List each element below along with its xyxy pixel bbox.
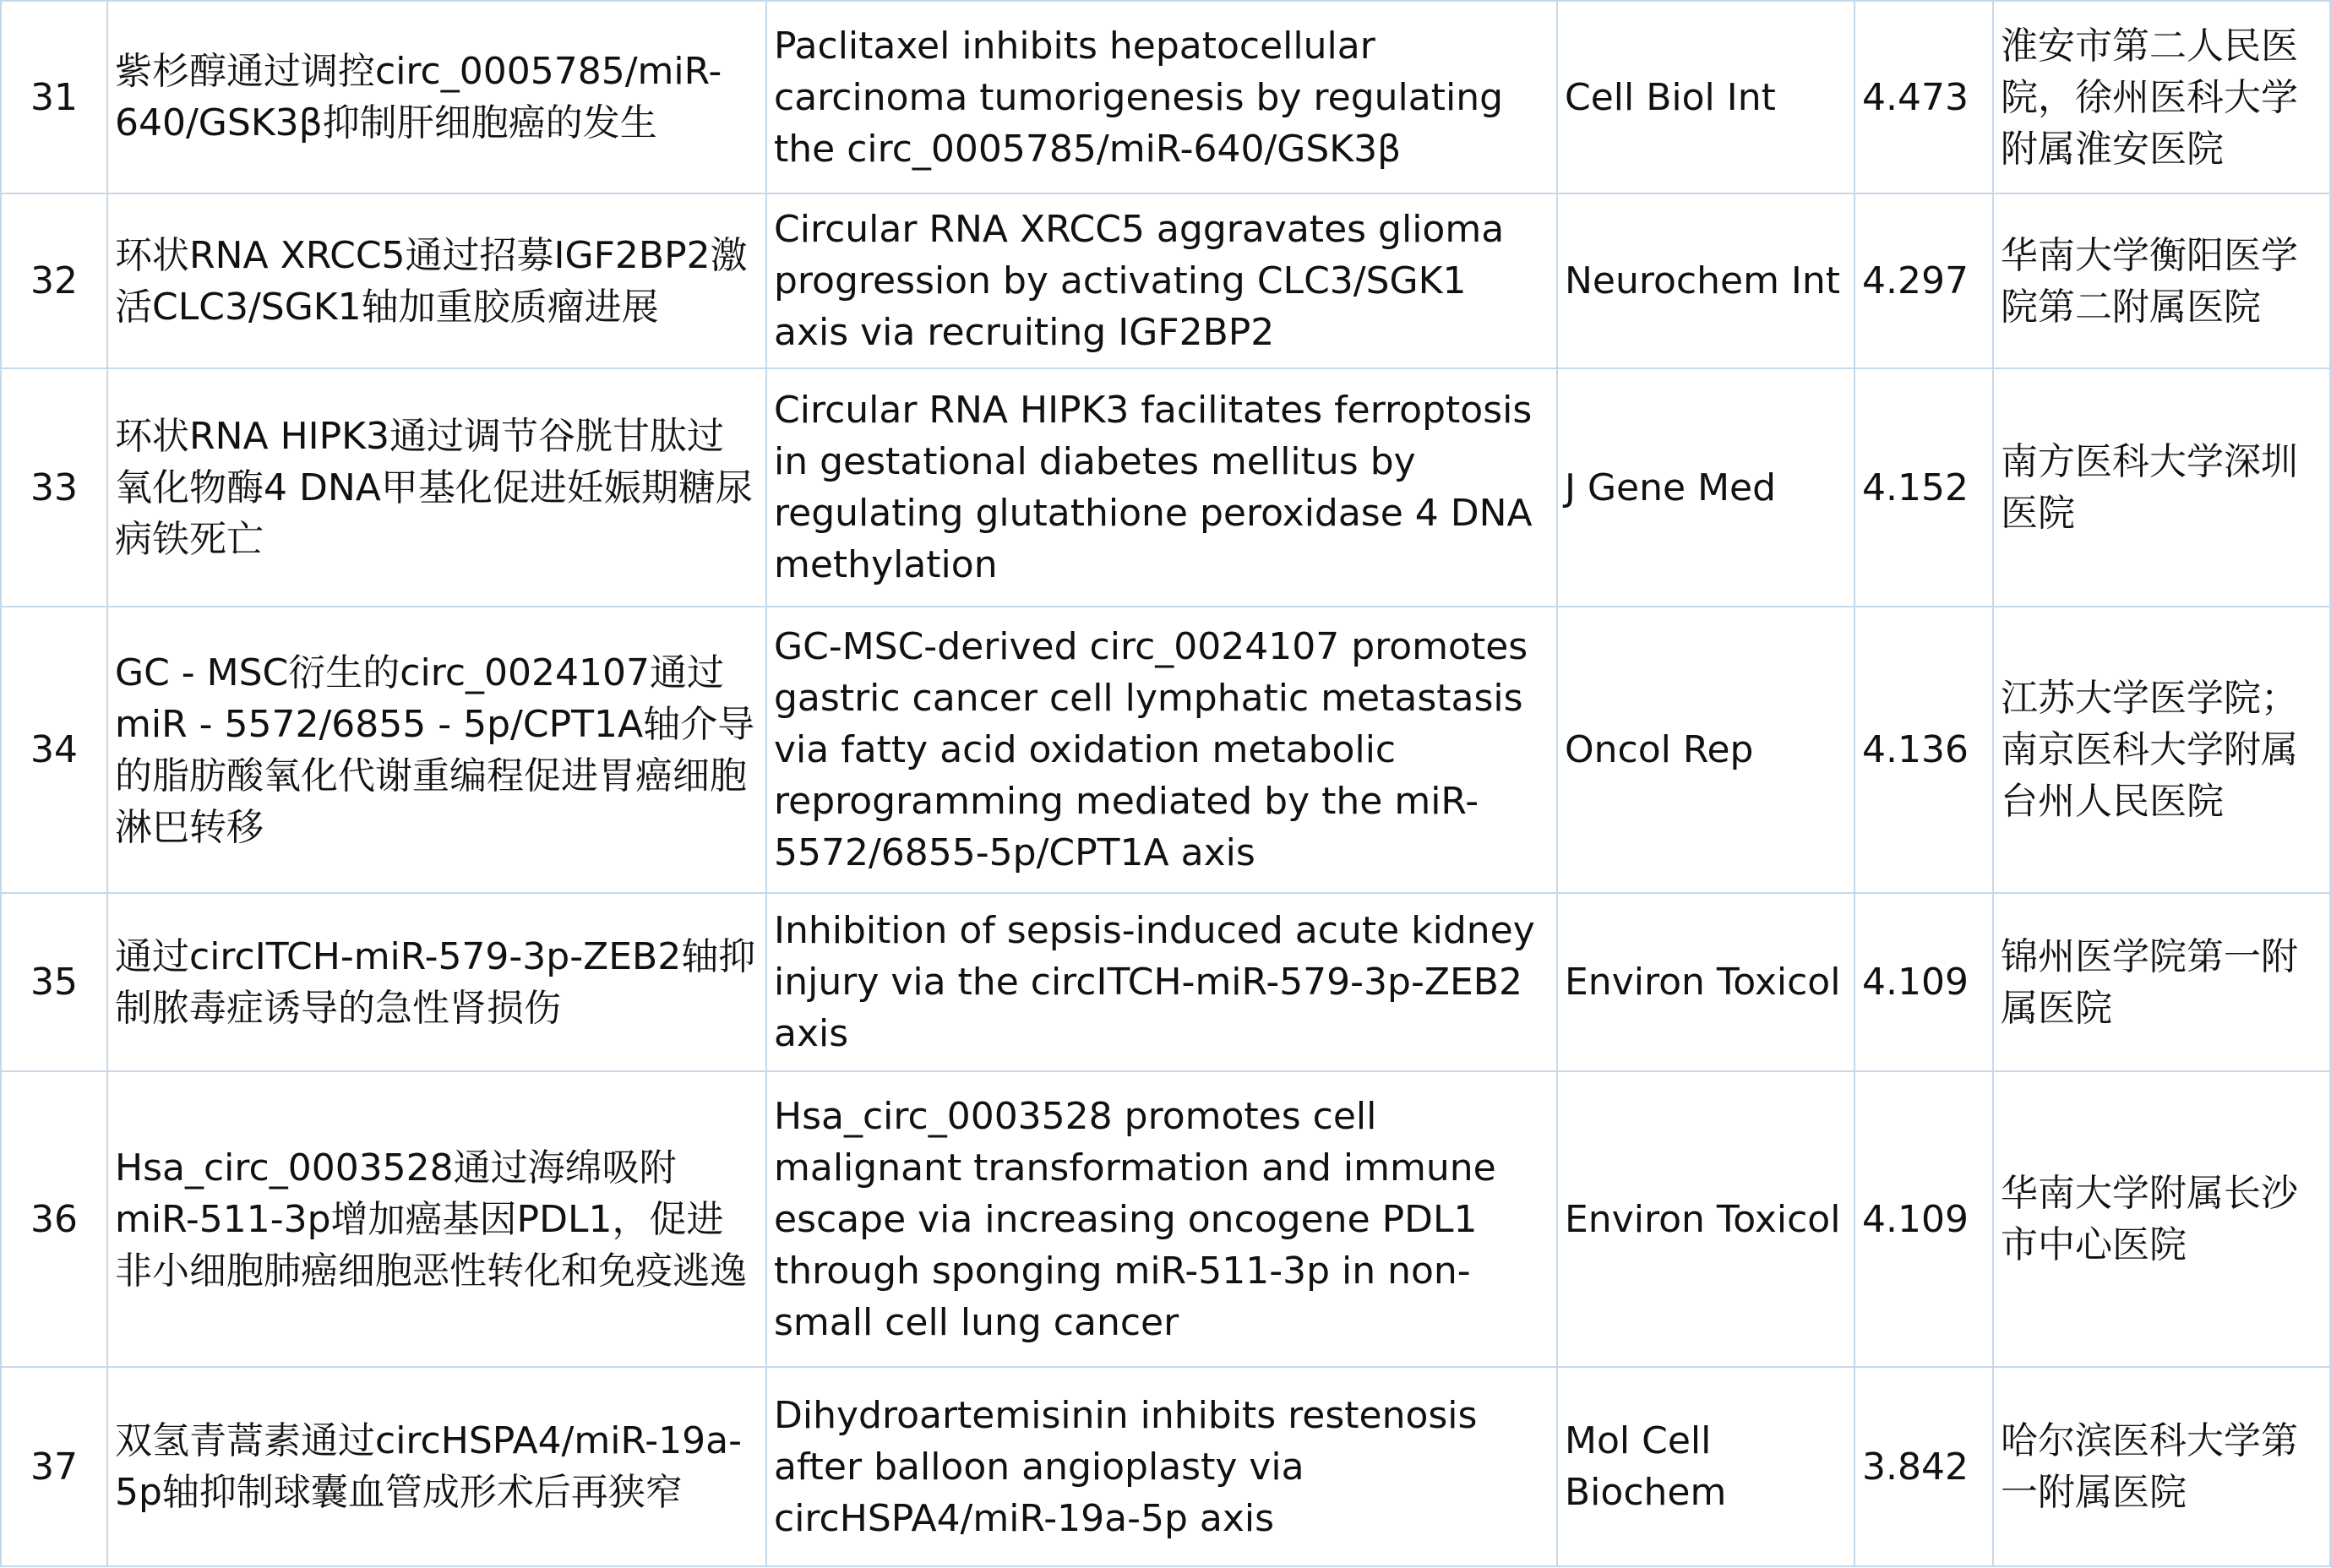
table-row bbox=[1, 893, 2330, 1071]
english-title: Dihydroartemisinin inhibits restenosis after balloon angioplasty via circHSPA4/miR-19a-5p axis bbox=[766, 1367, 1557, 1566]
chinese-title: 环状RNA XRCC5通过招募IGF2BP2激活CLC3/SGK1轴加重胶质瘤进展 bbox=[107, 193, 766, 368]
impact-factor: 4.152 bbox=[1854, 368, 1993, 607]
row-number: 36 bbox=[1, 1071, 107, 1367]
chinese-title: 紫杉醇通过调控circ_0005785/miR-640/GSK3β抑制肝细胞癌的发生 bbox=[107, 1, 766, 193]
impact-factor: 4.109 bbox=[1854, 893, 1993, 1071]
chinese-title: 环状RNA HIPK3通过调节谷胱甘肽过氧化物酶4 DNA甲基化促进妊娠期糖尿病铁死亡 bbox=[107, 368, 766, 607]
row-number: 35 bbox=[1, 893, 107, 1071]
impact-factor: 4.473 bbox=[1854, 1, 1993, 193]
institution: 华南大学附属长沙市中心医院 bbox=[1993, 1071, 2330, 1367]
institution: 哈尔滨医科大学第一附属医院 bbox=[1993, 1367, 2330, 1566]
english-title: Hsa_circ_0003528 promotes cell malignant transformation and immune escape via increasing oncogene PDL1 through sponging miR-511-3p in non-small cell lung cancer bbox=[766, 1071, 1557, 1367]
row-number: 33 bbox=[1, 368, 107, 607]
institution: 淮安市第二人民医院，徐州医科大学附属淮安医院 bbox=[1993, 1, 2330, 193]
journal-name: Environ Toxicol bbox=[1557, 1071, 1854, 1367]
row-number: 31 bbox=[1, 1, 107, 193]
journal-name: Oncol Rep bbox=[1557, 607, 1854, 893]
institution: 华南大学衡阳医学院第二附属医院 bbox=[1993, 193, 2330, 368]
impact-factor: 4.297 bbox=[1854, 193, 1993, 368]
table-row bbox=[1, 368, 2330, 607]
table-row bbox=[1, 1071, 2330, 1367]
journal-name: Mol Cell Biochem bbox=[1557, 1367, 1854, 1566]
table-row bbox=[1, 193, 2330, 368]
table-row bbox=[1, 1367, 2330, 1566]
impact-factor: 4.136 bbox=[1854, 607, 1993, 893]
journal-name: Neurochem Int bbox=[1557, 193, 1854, 368]
journal-name: Environ Toxicol bbox=[1557, 893, 1854, 1071]
journal-name: J Gene Med bbox=[1557, 368, 1854, 607]
english-title: GC-MSC-derived circ_0024107 promotes gastric cancer cell lymphatic metastasis via fatty acid oxidation metabolic reprogramming mediated by the miR-5572/6855-5p/CPT1A axis bbox=[766, 607, 1557, 893]
english-title: Circular RNA HIPK3 facilitates ferroptosis in gestational diabetes mellitus by regulating glutathione peroxidase 4 DNA methylation bbox=[766, 368, 1557, 607]
english-title: Circular RNA XRCC5 aggravates glioma progression by activating CLC3/SGK1 axis via recruiting IGF2BP2 bbox=[766, 193, 1557, 368]
row-number: 37 bbox=[1, 1367, 107, 1566]
row-number: 32 bbox=[1, 193, 107, 368]
institution: 江苏大学医学院；南京医科大学附属台州人民医院 bbox=[1993, 607, 2330, 893]
impact-factor: 4.109 bbox=[1854, 1071, 1993, 1367]
row-number: 34 bbox=[1, 607, 107, 893]
english-title: Paclitaxel inhibits hepatocellular carcinoma tumorigenesis by regulating the circ_0005785/miR-640/GSK3β bbox=[766, 1, 1557, 193]
institution: 锦州医学院第一附属医院 bbox=[1993, 893, 2330, 1071]
institution: 南方医科大学深圳医院 bbox=[1993, 368, 2330, 607]
english-title: Inhibition of sepsis-induced acute kidney injury via the circITCH-miR-579-3p-ZEB2 axis bbox=[766, 893, 1557, 1071]
table-row bbox=[1, 607, 2330, 893]
impact-factor: 3.842 bbox=[1854, 1367, 1993, 1566]
chinese-title: 通过circITCH-miR-579-3p-ZEB2轴抑制脓毒症诱导的急性肾损伤 bbox=[107, 893, 766, 1071]
chinese-title: 双氢青蒿素通过circHSPA4/miR-19a-5p轴抑制球囊血管成形术后再狭窄 bbox=[107, 1367, 766, 1566]
chinese-title: GC - MSC衍生的circ_0024107通过miR - 5572/6855 - 5p/CPT1A轴介导的脂肪酸氧化代谢重编程促进胃癌细胞淋巴转移 bbox=[107, 607, 766, 893]
chinese-title: Hsa_circ_0003528通过海绵吸附miR-511-3p增加癌基因PDL1，促进非小细胞肺癌细胞恶性转化和免疫逃逸 bbox=[107, 1071, 766, 1367]
journal-name: Cell Biol Int bbox=[1557, 1, 1854, 193]
table-row bbox=[1, 1, 2330, 193]
